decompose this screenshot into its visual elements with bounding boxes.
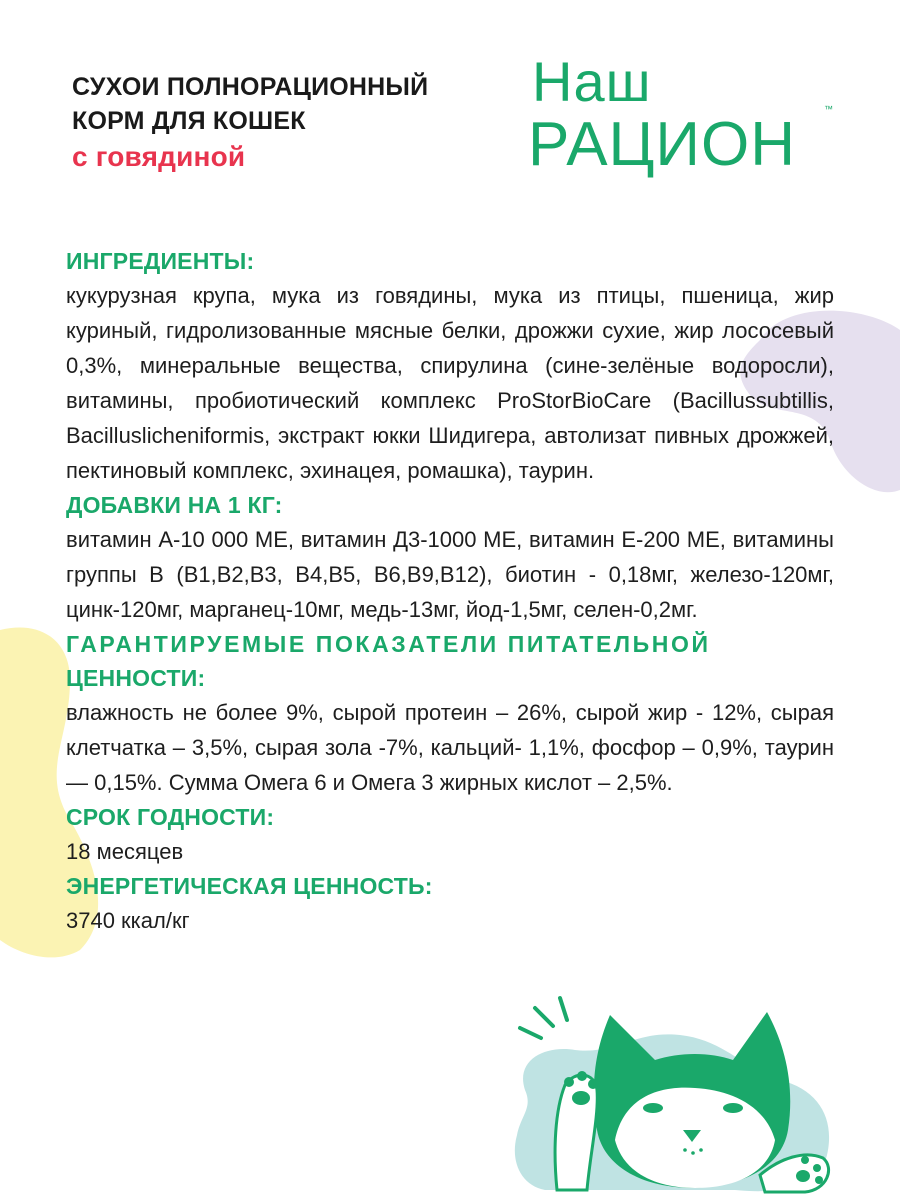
cat-illustration-icon — [505, 990, 835, 1195]
title-line-1: СУХОИ ПОЛНОРАЦИОННЫЙ — [72, 73, 429, 101]
ingredients-text: кукурузная крупа, мука из говядины, мука из птицы, пшеница, жир куриный, гидролизованные мясные белки, дрожжи сухие, жир лососевый 0,3%, минеральные вещества, спирулина (сине-зелёные водоросли), витамины, пробиотический комплекс ProStorBioCare (Bacillussubtillis, Bacilluslicheniformis, экстракт юкки Шидигера, автолизат пивных дрожжей, пектиновый комплекс, эхинацея, ромашка), таурин. — [66, 283, 834, 483]
energy-heading: ЭНЕРГЕТИЧЕСКАЯ ЦЕННОСТЬ: — [66, 873, 433, 899]
logo-word-1: Наш — [532, 50, 652, 113]
logo-word-2: РАЦИОН — [528, 110, 796, 179]
brand-logo — [528, 52, 848, 192]
title-line-2: КОРМ ДЛЯ КОШЕК — [72, 107, 306, 135]
shelf-life-text: 18 месяцев — [66, 839, 184, 864]
additives-text: витамин А-10 000 МЕ, витамин Д3-1000 МЕ, витамин Е-200 МЕ, витамины группы В (В1,В2,В3, В4,В5, В6,В9,В12), биотин - 0,18мг, железо-120мг, цинк-120мг, марганец-10мг, медь-13мг, йод-1,5мг, селен-0,2мг. — [66, 527, 834, 622]
energy-text: 3740 ккал/кг — [66, 908, 190, 933]
trademark-mark: ™ — [824, 104, 833, 114]
nutrition-text: влажность не более 9%, сырой протеин – 26%, сырой жир - 12%, сырая клетчатка – 3,5%, сырая зола -7%, кальций- 1,1%, фосфор – 0,9%, таурин — 0,15%. Сумма Омега 6 и Омега 3 жирных кислот – 2,5%. — [66, 700, 834, 795]
product-info — [66, 244, 834, 938]
additives-heading: ДОБАВКИ НА 1 КГ: — [66, 492, 283, 518]
nutrition-heading-cont: ЦЕННОСТИ: — [66, 665, 206, 691]
shelf-life-heading: СРОК ГОДНОСТИ: — [66, 804, 275, 830]
ingredients-heading: ИНГРЕДИЕНТЫ: — [66, 248, 255, 274]
title-flavor: с говядиной — [72, 141, 246, 172]
nutrition-heading: ГАРАНТИРУЕМЫЕ ПОКАЗАТЕЛИ ПИТАТЕЛЬНОЙ — [66, 631, 711, 657]
product-title — [72, 70, 428, 176]
